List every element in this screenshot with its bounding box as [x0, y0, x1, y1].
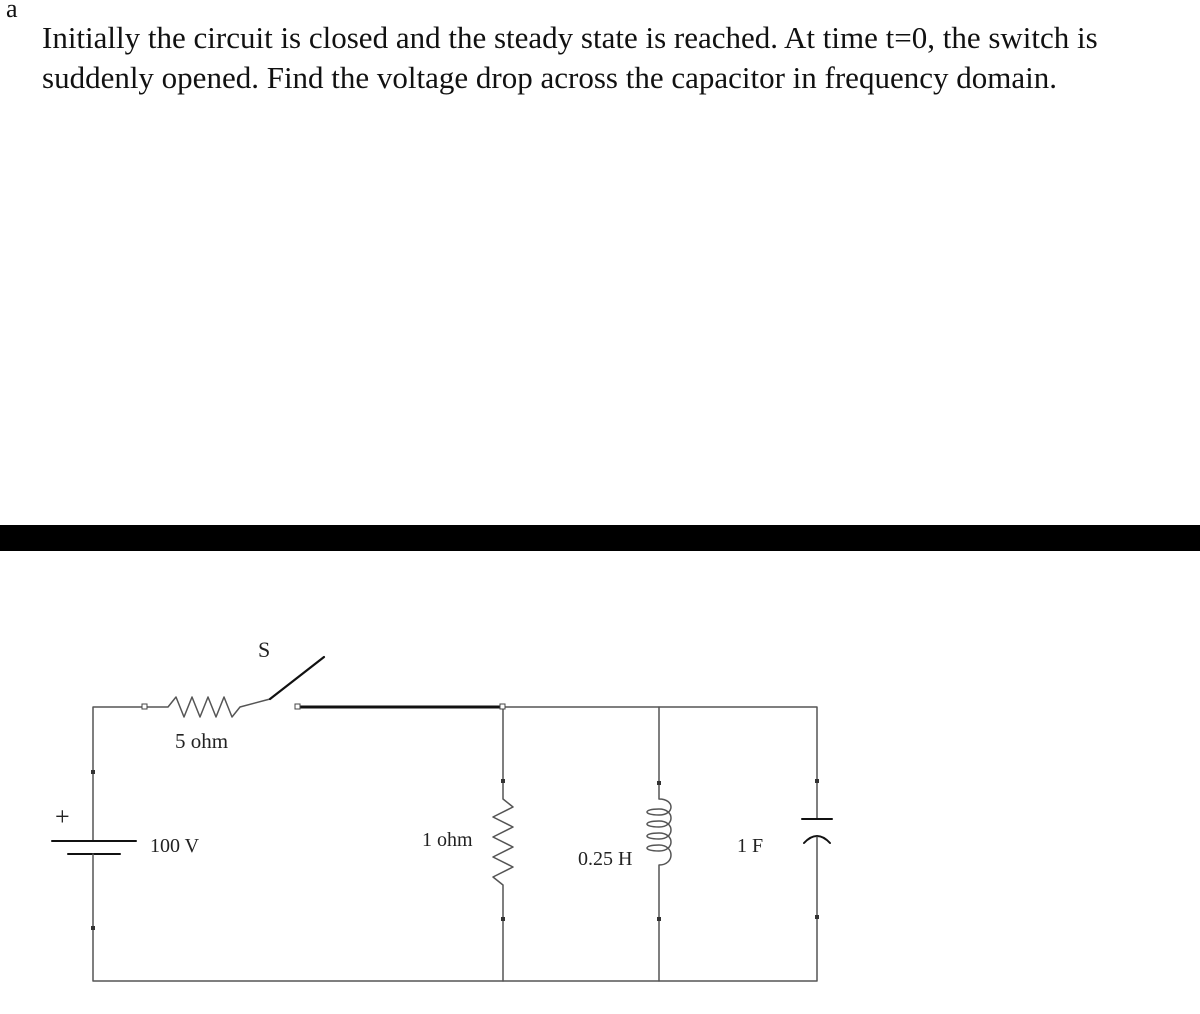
- pin-inductor-top: [657, 781, 661, 785]
- source-resistor: [143, 697, 270, 717]
- switch-label: S: [258, 637, 271, 662]
- pin-capacitor-bottom: [815, 915, 819, 919]
- resistor-label: 1 ohm: [422, 829, 473, 851]
- pin-capacitor-top: [815, 779, 819, 783]
- source-voltage-label: 100 V: [150, 835, 200, 857]
- wire-bottom: [93, 917, 817, 981]
- capacitor-label: 1 F: [737, 835, 764, 857]
- terminal-junction: [500, 704, 505, 709]
- source-resistor-label: 5 ohm: [175, 729, 229, 753]
- resistor-1-ohm: [493, 781, 513, 919]
- wire-top-left: [93, 707, 143, 771]
- inductor-label: 0.25 H: [578, 848, 633, 870]
- pin-source-top: [91, 770, 95, 774]
- pin-inductor-bottom: [657, 917, 661, 921]
- pin-source-bottom: [91, 926, 95, 930]
- question-marker: a: [6, 0, 18, 23]
- terminal-resistor-left: [142, 704, 147, 709]
- circuit-diagram: [0, 551, 1200, 1014]
- question-text: Initially the circuit is closed and the steady state is reached. At time t=0, the switch is suddenly opened. Find the voltage drop across the capacitor in frequency domain.: [42, 20, 1098, 95]
- section-divider: [0, 525, 1200, 551]
- source-polarity-label: +: [55, 802, 70, 831]
- pin-resistor-bottom: [501, 917, 505, 921]
- wire-top-right: [503, 707, 817, 781]
- inductor-coil: [647, 783, 671, 919]
- terminal-switch: [295, 704, 300, 709]
- switch-blade: [270, 657, 324, 699]
- pin-resistor-top: [501, 779, 505, 783]
